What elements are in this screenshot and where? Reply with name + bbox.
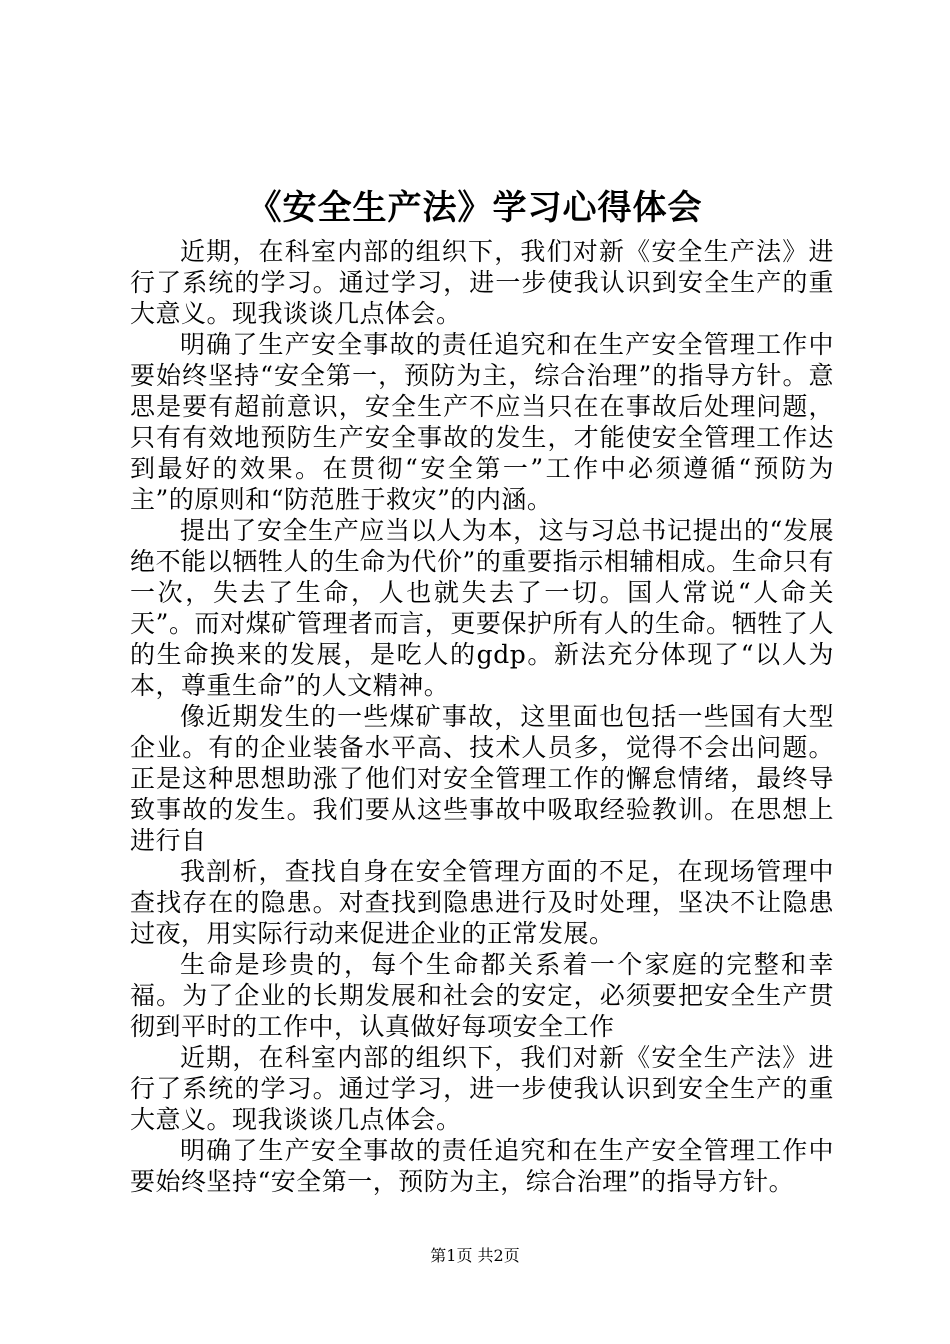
document-body xyxy=(130,236,834,1197)
page-number-footer: 第1页 共2页 xyxy=(430,1246,520,1265)
paragraph: 近期，在科室内部的组织下，我们对新《安全生产法》进行了系统的学习。通过学习，进一步使我认识到安全生产的重大意义。现我谈谈几点体会。 xyxy=(130,237,834,328)
paragraph: 我剖析，查找自身在安全管理方面的不足，在现场管理中查找存在的隐患。对查找到隐患进行及时处理，坚决不让隐患过夜，用实际行动来促进企业的正常发展。 xyxy=(130,857,834,948)
paragraph: 明确了生产安全事故的责任追究和在生产安全管理工作中要始终坚持“安全第一，预防为主，综合治理”的指导方针。意思是要有超前意识，安全生产不应当只在在事故后处理问题，只有有效地预防生产安全事故的发生，才能使安全管理工作达到最好的效果。在贯彻“安全第一”工作中必须遵循“预防为主”的原则和“防范胜于救灾”的内涵。 xyxy=(130,330,834,514)
paragraph: 提出了安全生产应当以人为本，这与习总书记提出的“发展绝不能以牺牲人的生命为代价”的重要指示相辅相成。生命只有一次，失去了生命，人也就失去了一切。国人常说“人命关天”。而对煤矿管理者而言，更要保护所有人的生命。牺牲了人的生命换来的发展，是吃人的gdp。新法充分体现了“以人为本，尊重生命”的人文精神。 xyxy=(130,516,834,700)
paragraph: 生命是珍贵的，每个生命都关系着一个家庭的完整和幸福。为了企业的长期发展和社会的安定，必须要把安全生产贯彻到平时的工作中，认真做好每项安全工作 xyxy=(130,950,834,1041)
paragraph: 明确了生产安全事故的责任追究和在生产安全管理工作中要始终坚持“安全第一，预防为主，综合治理”的指导方针。 xyxy=(130,1136,834,1196)
paragraph: 像近期发生的一些煤矿事故，这里面也包括一些国有大型企业。有的企业装备水平高、技术人员多，觉得不会出问题。正是这种思想助涨了他们对安全管理工作的懈怠情绪，最终导致事故的发生。我们要从这些事故中吸取经验教训。在思想上进行自 xyxy=(130,702,834,855)
document-title: 《安全生产法》学习心得体会 xyxy=(247,188,703,228)
paragraph: 近期，在科室内部的组织下，我们对新《安全生产法》进行了系统的学习。通过学习，进一步使我认识到安全生产的重大意义。现我谈谈几点体会。 xyxy=(130,1043,834,1134)
